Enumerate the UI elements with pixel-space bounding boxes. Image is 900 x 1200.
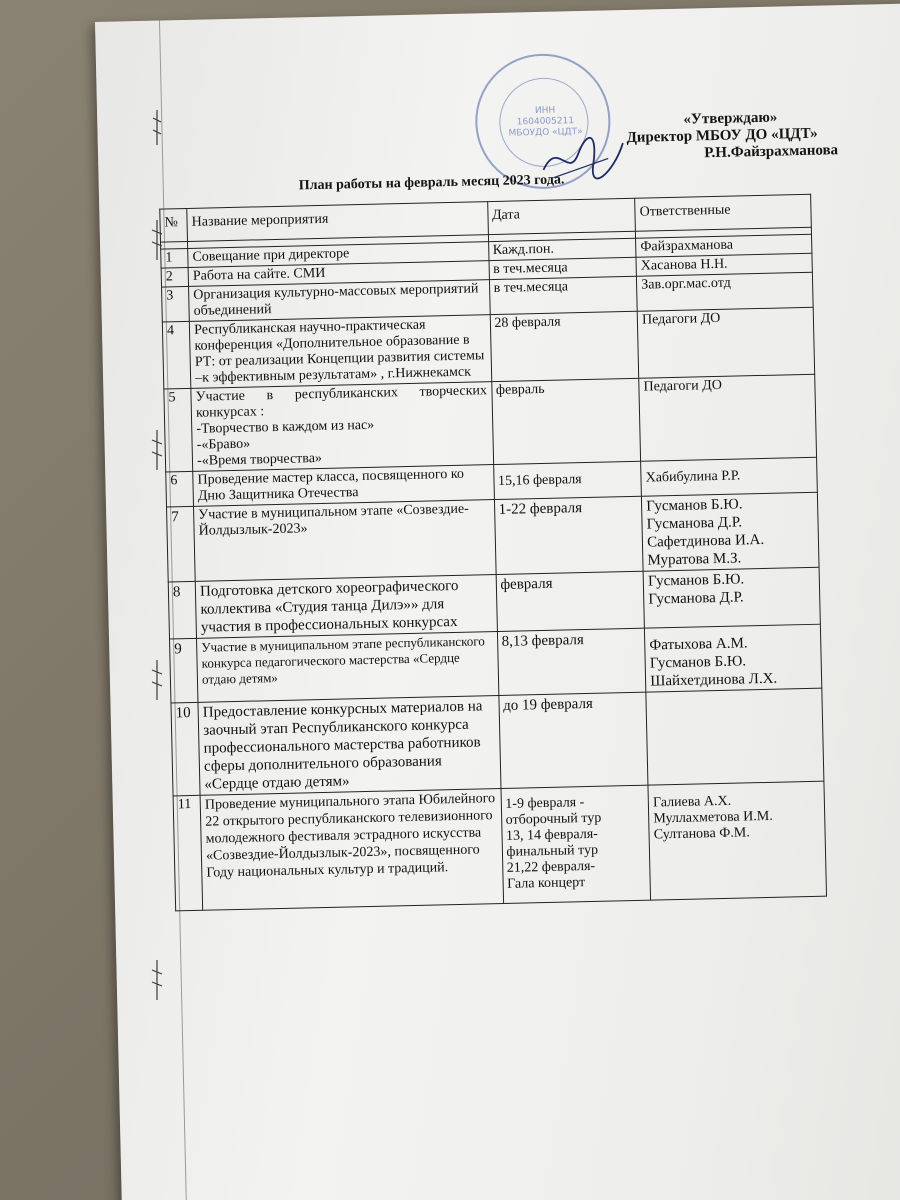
row-date-cell xyxy=(500,785,650,903)
approve-position: Директор МБОУ ДО «ЦДТ» xyxy=(626,125,818,146)
responsible-person: Султанова Ф.М. xyxy=(653,825,750,843)
row-date: в теч.месяца xyxy=(489,276,637,314)
row-date: до 19 февраля xyxy=(498,692,648,788)
approve-name: Р.Н.Файзрахманова xyxy=(704,142,839,162)
responsible-person: Шайхетдинова Л.Х. xyxy=(650,670,778,690)
row-responsible-cell xyxy=(643,567,820,628)
date-line: 13, 14 февраля- xyxy=(505,826,599,844)
row-number: 6 xyxy=(166,471,194,507)
responsible-person: Гусманов Б.Ю. xyxy=(647,571,745,590)
row-number: 1 xyxy=(161,248,189,268)
row-responsible: Хабибулина Р.Р. xyxy=(641,457,818,496)
row-responsible-cell xyxy=(648,781,826,900)
row-name: Участие в муниципальном этапе «Созвездие-Йолдызлык-2023» xyxy=(194,500,496,582)
row-name-item: -«Браво» xyxy=(196,436,251,453)
row-number: 9 xyxy=(170,638,199,703)
row-responsible: Педагоги ДО xyxy=(637,307,814,378)
row-number: 2 xyxy=(161,267,189,287)
row-name: Организация культурно-массовых мероприятий объединений xyxy=(189,280,490,322)
row-responsible: Педагоги ДО xyxy=(639,374,817,461)
responsible-person: Сафетдинова И.А. xyxy=(646,531,765,551)
pen-marks-decoration xyxy=(145,100,170,1200)
row-number: 5 xyxy=(164,388,193,472)
row-name-item: -Творчество в каждом из нас» xyxy=(196,417,375,437)
approve-label: «Утверждаю» xyxy=(683,109,778,128)
stamp-inn: ИНН 1604005211 xyxy=(516,105,575,128)
row-number: 4 xyxy=(162,321,191,389)
responsible-person: Галиева А.Х. xyxy=(652,793,732,811)
date-line: финальный тур xyxy=(506,842,599,860)
row-date: Кажд.пон. xyxy=(488,238,636,260)
row-date: 1-22 февраля xyxy=(494,496,643,574)
responsible-person: Гусманов Б.Ю. xyxy=(646,496,743,515)
table-row xyxy=(164,374,817,472)
document-sheet xyxy=(95,2,900,1200)
row-number: 3 xyxy=(162,286,190,322)
row-number: 7 xyxy=(167,506,196,582)
plan-title: План работы на февраль месяц 2023 года. xyxy=(298,172,565,194)
row-name: Работа на сайте. СМИ xyxy=(188,261,489,287)
responsible-person: Фатыхова А.М. xyxy=(649,635,748,654)
row-date: 28 февраля xyxy=(490,311,639,381)
col-header-date: Дата xyxy=(487,198,635,234)
table-row xyxy=(173,781,826,911)
row-name: Участие в муниципальном этапе республиканского конкурса педагогического мастерства «Сердце отдаю детям» xyxy=(197,632,499,703)
row-name: Совещание при директоре xyxy=(188,242,489,268)
date-line: 21,22 февраля- xyxy=(506,858,596,876)
row-date: 15,16 февраля xyxy=(493,461,641,499)
date-line: Гала концерт xyxy=(507,875,586,892)
row-name-item: -«Время творчества» xyxy=(196,450,323,469)
row-number: 10 xyxy=(171,702,200,796)
row-responsible xyxy=(646,688,824,785)
row-responsible-cell xyxy=(642,492,819,571)
row-number: 11 xyxy=(173,795,203,911)
row-name: Участие в республиканских творческих конкурсах : xyxy=(195,383,488,421)
row-name-cell xyxy=(191,382,493,472)
responsible-person: Муллахметова И.М. xyxy=(653,808,773,827)
row-name: Республиканская научно-практическая конференция «Дополнительное образование в РТ: от реализации Концепции развития системы –к эффективным результатам» , г.Нижнекамск xyxy=(189,315,491,389)
row-responsible: Файзрахманова xyxy=(636,234,812,257)
row-name: Проведение муниципального этапа Юбилейного 22 открытого республиканского телевизионного молодежного фестиваля эстрадного искусства «Созвездие-Йолдызлык-2023», посвященного Году национальных культур и традиций. xyxy=(200,788,503,910)
row-name: Подготовка детского хореографического коллектива «Студия танца Дилэ»» для участия в профессиональных конкурсах xyxy=(195,575,497,639)
col-header-number: № xyxy=(160,208,188,242)
row-responsible: Хасанова Н.Н. xyxy=(636,253,812,276)
date-line: отборочный тур xyxy=(505,810,602,828)
responsible-person: Муратова М.З. xyxy=(647,550,742,569)
date-line: 1-9 февраля - xyxy=(505,795,585,812)
responsible-person: Гусманов Б.Ю. xyxy=(649,653,747,672)
row-date: в теч.месяца xyxy=(489,257,637,279)
plan-table xyxy=(159,194,827,912)
approval-block xyxy=(507,108,838,166)
row-responsible: Зав.орг.мас.отд xyxy=(637,272,814,311)
row-name: Предоставление конкурсных материалов на заочный этап Республиканского конкурса профессионального мастерства работников сферы дополнительного образования «Сердце отдаю детям» xyxy=(198,696,500,796)
responsible-person: Гусманова Д.Р. xyxy=(648,589,744,608)
col-header-responsible: Ответственные xyxy=(635,194,812,231)
col-header-name: Название мероприятия xyxy=(187,202,488,242)
row-date: февраль xyxy=(491,378,641,464)
row-responsible-cell xyxy=(645,624,822,692)
table-row xyxy=(171,688,824,796)
row-date: февраля xyxy=(496,571,645,631)
stamp-org: МБОУДО «ЦДТ» xyxy=(508,126,583,139)
row-number: 8 xyxy=(168,581,196,639)
row-date: 8,13 февраля xyxy=(497,628,646,695)
row-name: Проведение мастер класса, посвященного ко Дню Защитника Отечества xyxy=(193,465,494,507)
responsible-person: Гусманова Д.Р. xyxy=(646,514,743,533)
